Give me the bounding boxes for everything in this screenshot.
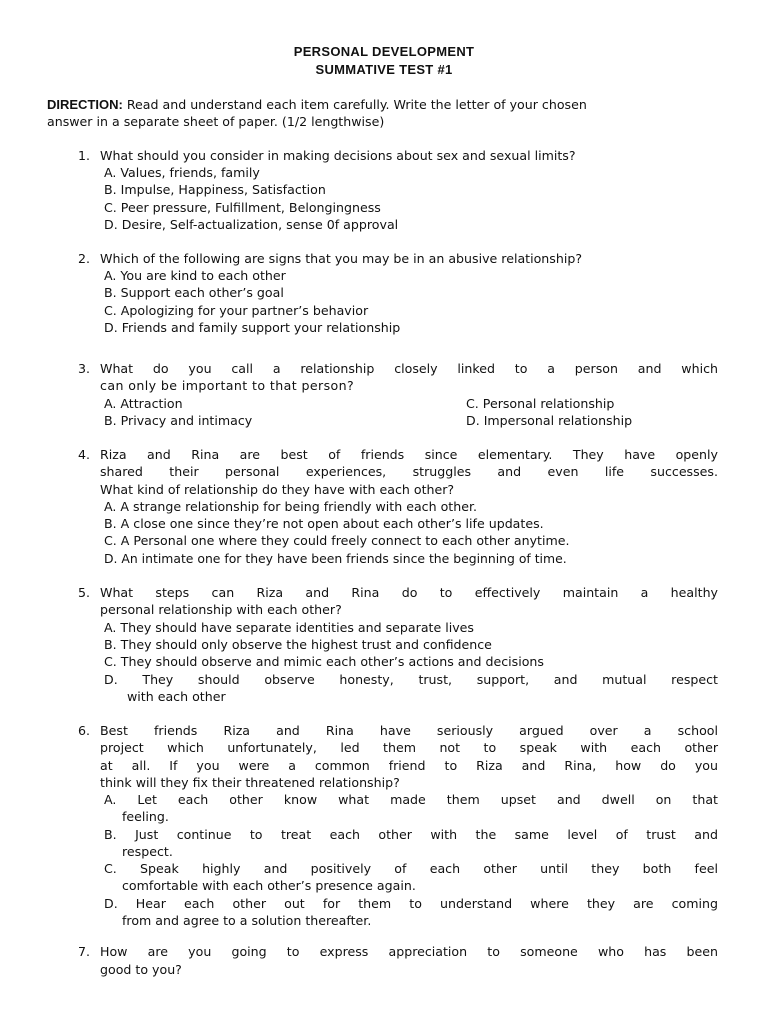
question-1-choice-d: D. Desire, Self-actualization, sense 0f approval xyxy=(104,217,399,232)
question-3-choice-c: C. Personal relationship xyxy=(466,396,615,411)
question-2-text: Which of the following are signs that you may be in an abusive relationship? xyxy=(100,251,583,266)
question-7-line-1: How are you going to express appreciation to someone who has been xyxy=(100,944,718,959)
question-3-choice-a: A. Attraction xyxy=(104,396,183,411)
question-2-choice-b: B. Support each other’s goal xyxy=(104,285,284,300)
question-4-choice-d: D. An intimate one for they have been friends since the beginning of time. xyxy=(104,551,567,566)
question-2-number: 2. xyxy=(78,251,91,266)
question-7-number: 7. xyxy=(78,944,91,959)
question-4-number: 4. xyxy=(78,447,91,462)
question-5-choice-d-line-1: D. They should observe honesty, trust, support, and mutual respect xyxy=(104,672,718,687)
question-3-number: 3. xyxy=(78,361,91,376)
question-4-line-3: What kind of relationship do they have with each other? xyxy=(100,482,455,497)
question-5-choice-d-line-2: with each other xyxy=(127,689,226,704)
direction-text-1: Read and understand each item carefully. Write the letter of your chosen xyxy=(126,97,587,112)
question-4-choice-b: B. A close one since they’re not open about each other’s life updates. xyxy=(104,516,544,531)
question-4-choice-c: C. A Personal one where they could freely connect to each other anytime. xyxy=(104,533,570,548)
question-4-choice-a: A. A strange relationship for being friendly with each other. xyxy=(104,499,477,514)
direction-line-2: answer in a separate sheet of paper. (1/2 lengthwise) xyxy=(47,114,385,129)
question-1-choice-a: A. Values, friends, family xyxy=(104,165,260,180)
document-subtitle: SUMMATIVE TEST #1 xyxy=(315,62,453,77)
question-6-choice-b-line-1: B. Just continue to treat each other with the same level of trust and xyxy=(104,827,718,842)
question-7-line-2: good to you? xyxy=(100,962,182,977)
question-6-choice-a-line-1: A. Let each other know what made them upset and dwell on that xyxy=(104,792,718,807)
question-4-line-2: shared their personal experiences, struggles and even life successes. xyxy=(100,464,718,479)
question-1-number: 1. xyxy=(78,148,91,163)
question-5-choice-a: A. They should have separate identities and separate lives xyxy=(104,620,474,635)
question-3-line-2: can only be important to that person? xyxy=(100,378,355,393)
question-2-choice-a: A. You are kind to each other xyxy=(104,268,286,283)
question-6-line-1: Best friends Riza and Rina have seriously argued over a school xyxy=(100,723,718,738)
question-6-choice-c-line-1: C. Speak highly and positively of each other until they both feel xyxy=(104,861,718,876)
question-5-choice-c: C. They should observe and mimic each other’s actions and decisions xyxy=(104,654,544,669)
question-2-choice-c: C. Apologizing for your partner’s behavior xyxy=(104,303,369,318)
question-6-choice-d-line-2: from and agree to a solution thereafter. xyxy=(122,913,372,928)
question-5-line-2: personal relationship with each other? xyxy=(100,602,342,617)
question-1-text: What should you consider in making decisions about sex and sexual limits? xyxy=(100,148,576,163)
question-5-number: 5. xyxy=(78,585,91,600)
direction-label: DIRECTION: xyxy=(47,97,123,112)
question-6-line-3: at all. If you were a common friend to Riza and Rina, how do you xyxy=(100,758,718,773)
question-6-choice-a-line-2: feeling. xyxy=(122,809,169,824)
question-3-line-1: What do you call a relationship closely linked to a person and which xyxy=(100,361,718,376)
question-3-choice-b: B. Privacy and intimacy xyxy=(104,413,253,428)
question-6-choice-b-line-2: respect. xyxy=(122,844,173,859)
question-5-choice-b: B. They should only observe the highest trust and confidence xyxy=(104,637,492,652)
question-6-choice-c-line-2: comfortable with each other’s presence again. xyxy=(122,878,416,893)
question-5-line-1: What steps can Riza and Rina do to effectively maintain a healthy xyxy=(100,585,718,600)
question-1-choice-c: C. Peer pressure, Fulfillment, Belongingness xyxy=(104,200,381,215)
question-2-choice-d: D. Friends and family support your relationship xyxy=(104,320,401,335)
question-6-choice-d-line-1: D. Hear each other out for them to understand where they are coming xyxy=(104,896,718,911)
question-4-line-1: Riza and Rina are best of friends since elementary. They have openly xyxy=(100,447,718,462)
question-1-choice-b: B. Impulse, Happiness, Satisfaction xyxy=(104,182,326,197)
question-6-line-2: project which unfortunately, led them not to speak with each other xyxy=(100,740,718,755)
question-3-choice-d: D. Impersonal relationship xyxy=(466,413,633,428)
document-title: PERSONAL DEVELOPMENT xyxy=(293,44,475,59)
direction-line-1 xyxy=(47,96,720,113)
question-6-number: 6. xyxy=(78,723,91,738)
question-6-line-4: think will they fix their threatened relationship? xyxy=(100,775,400,790)
